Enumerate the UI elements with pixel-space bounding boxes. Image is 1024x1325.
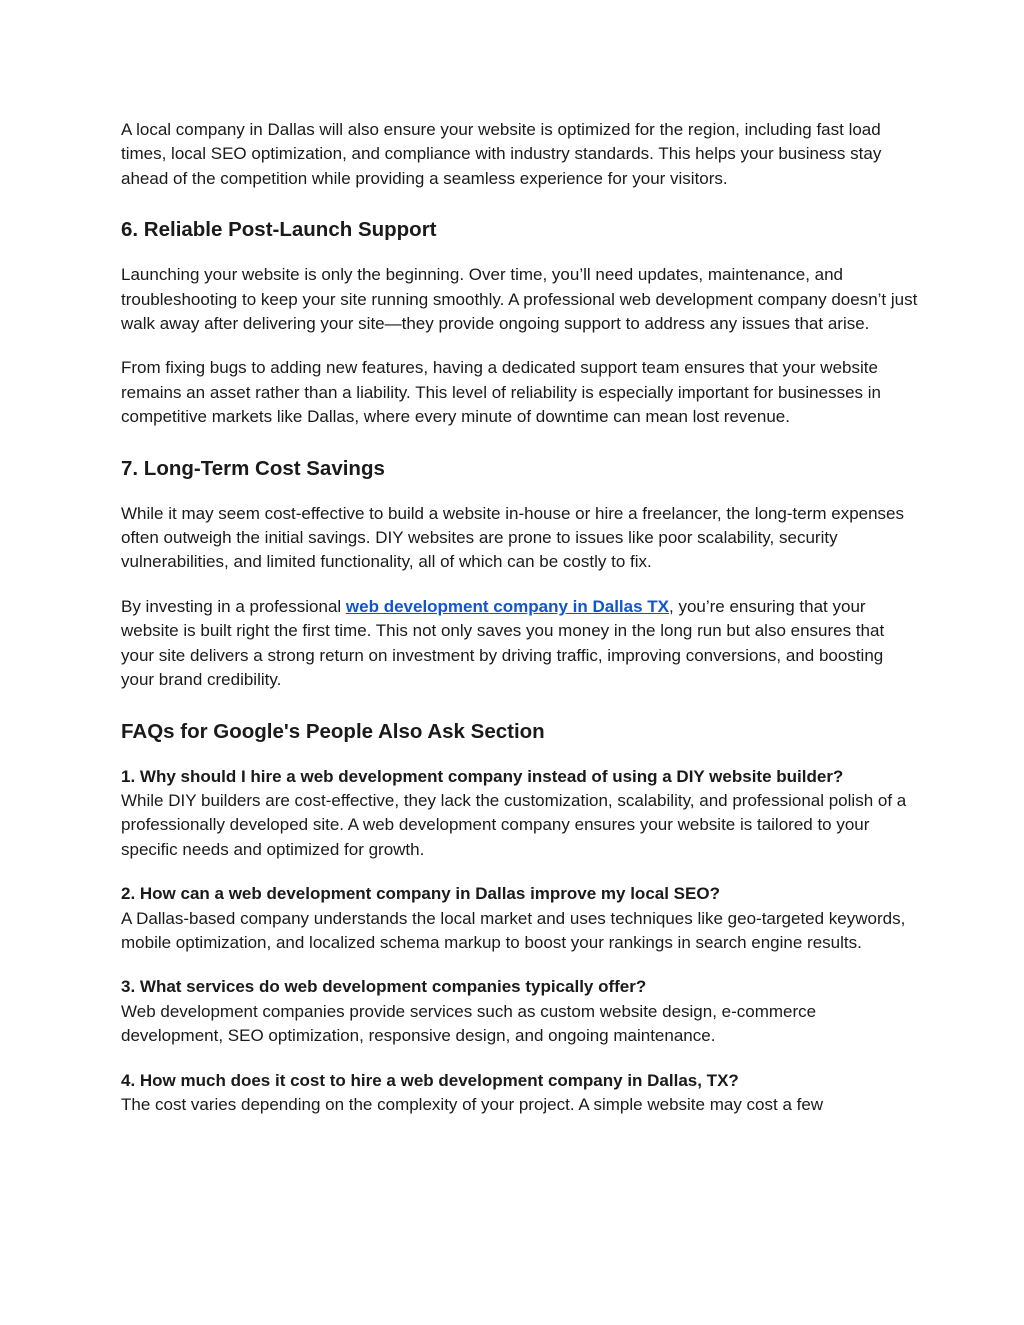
faq-item (121, 765, 921, 863)
web-development-dallas-link[interactable]: web development company in Dallas TX (345, 596, 669, 616)
faq-item (121, 975, 921, 1048)
faq-question: 2. How can a web development company in Dallas improve my local SEO? (121, 884, 720, 904)
faq-heading: FAQs for Google's People Also Ask Section (121, 719, 545, 743)
section-7-paragraph-1: While it may seem cost-effective to build a website in-house or hire a freelancer, the long-term expenses often outweigh the initial savings. DIY websites are prone to issues like poor scalability, security vulnerabilities, and limited functionality, all of which can be costly to fix. (121, 503, 905, 572)
faq-answer: While DIY builders are cost-effective, they lack the customization, scalability, and professional polish of a professionally developed site. A web development company ensures your website is tailored to your specific needs and optimized for growth. (121, 790, 907, 859)
section-6-heading: 6. Reliable Post-Launch Support (121, 218, 437, 242)
faq-item (121, 882, 921, 955)
section-7-paragraph-2-end: , you’re ensuring that your website is built right the first time. This not only saves you money in the long run but also ensures that your site delivers a strong return on investment by driving traffic, improving conversions, and boosting your brand credibility. (121, 596, 885, 690)
faq-answer: Web development companies provide services such as custom website design, e-commerce development, SEO optimization, responsive design, and ongoing maintenance. (121, 1001, 817, 1046)
faq-question: 1. Why should I hire a web development company instead of using a DIY website builder? (121, 766, 844, 786)
section-7-heading: 7. Long-Term Cost Savings (121, 456, 385, 480)
faq-item (121, 1069, 921, 1118)
section-6-paragraph-1: Launching your website is only the beginning. Over time, you’ll need updates, maintenance, and troubleshooting to keep your site running smoothly. A professional web development company doesn’t just walk away after delivering your site—they provide ongoing support to address any issues that arise. (121, 265, 918, 334)
faq-question: 4. How much does it cost to hire a web development company in Dallas, TX? (121, 1070, 739, 1090)
faq-answer: A Dallas-based company understands the local market and uses techniques like geo-targeted keywords, mobile optimization, and localized schema markup to boost your rankings in search engine results. (121, 908, 906, 952)
section-6-paragraph-2: From fixing bugs to adding new features, having a dedicated support team ensures that your website remains an asset rather than a liability. This level of reliability is especially important for businesses in competitive markets like Dallas, where every minute of downtime can mean lost revenue. (121, 358, 881, 427)
intro-paragraph: A local company in Dallas will also ensure your website is optimized for the region, including fast load times, local SEO optimization, and compliance with industry standards. This helps your business stay ahead of the competition while providing a seamless experience for your visitors. (121, 120, 882, 188)
section-7-paragraph-2-start: By investing in a professional (121, 596, 346, 616)
document-page (121, 118, 921, 1137)
faq-answer: The cost varies depending on the complexity of your project. A simple website may cost a few (121, 1094, 824, 1114)
section-7-paragraph-2 (121, 595, 921, 693)
faq-question: 3. What services do web development companies typically offer? (121, 977, 647, 997)
